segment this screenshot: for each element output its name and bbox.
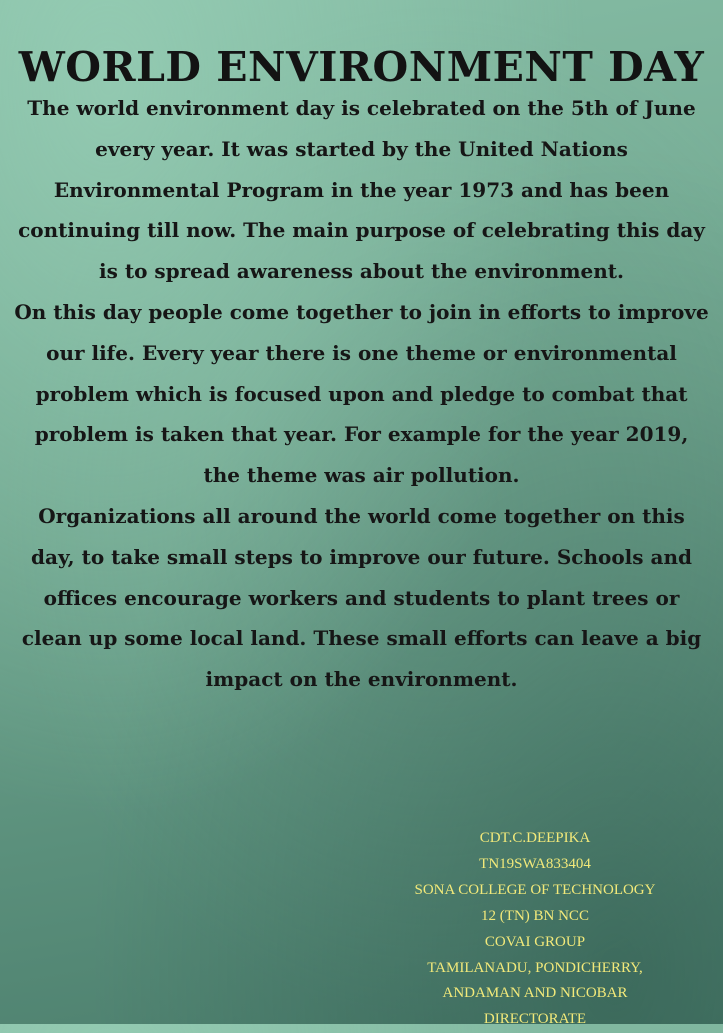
signature-block <box>380 826 690 1033</box>
signature-id: TN19SWA833404 <box>479 855 591 872</box>
signature-directorate-line2: ANDAMAN AND NICOBAR <box>442 985 628 1002</box>
signature-name: CDT.C.DEEPIKA <box>479 830 591 846</box>
signature-battalion: 12 (TN) BN NCC <box>481 907 589 924</box>
paragraph-theme: On this day people come together to join in efforts to improve our life. Every year there is one theme or environmental problem which is focused upon and pledge to combat that problem is taken that year. For example for the year 2019, the theme was air pollution. <box>14 299 709 488</box>
paragraph-efforts: Organizations all around the world come together on this day, to take small steps to improve our future. Schools and offices encourage workers and students to plant trees or clean up some local land. These small efforts can leave a big impact on the environment. <box>21 503 702 692</box>
paragraph-intro: The world environment day is celebrated on the 5th of June every year. It was started by the United Nations Environmental Program in the year 1973 and has been continuing till now. The main purpose of celebrating this day is to spread awareness about the environment. <box>18 96 705 284</box>
page-title: WORLD ENVIRONMENT DAY <box>18 43 705 92</box>
signature-directorate-line3: DIRECTORATE <box>483 1011 587 1028</box>
body-text <box>14 88 709 700</box>
signature-directorate-line1: TAMILANADU, PONDICHERRY, <box>427 959 643 976</box>
signature-group: COVAI GROUP <box>484 933 586 950</box>
signature-college: SONA COLLEGE OF TECHNOLOGY <box>414 881 656 898</box>
